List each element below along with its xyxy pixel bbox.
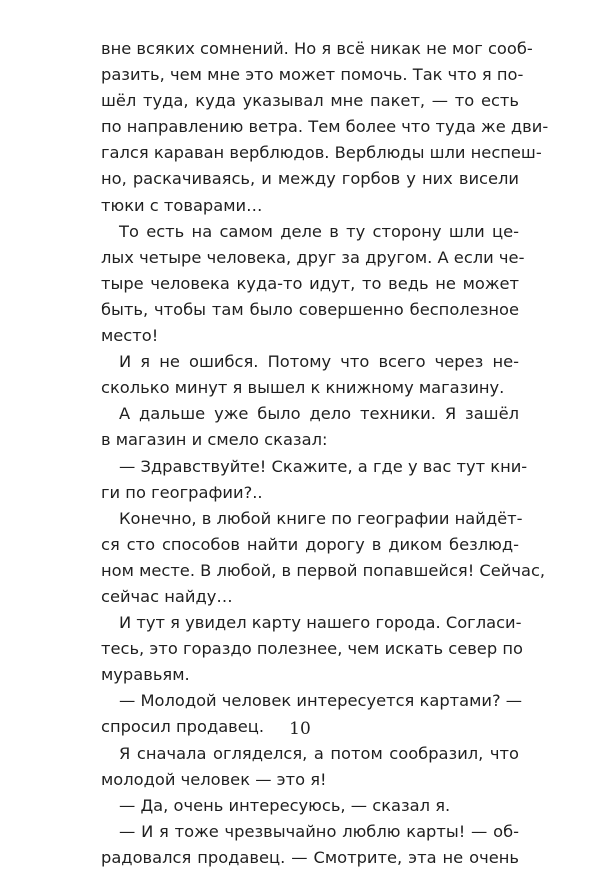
text-line: радовался продавец. — Смотрите, эта не очень xyxy=(101,847,519,867)
text-line: тюки с товарами… xyxy=(101,195,263,215)
text-line: муравьям. xyxy=(101,665,190,685)
text-line: тесь, это гораздо полезнее, чем искать север по xyxy=(101,639,523,659)
text-line: но, раскачиваясь, и между горбов у них висели xyxy=(101,169,519,189)
text-line: — Да, очень интересуюсь, — сказал я. xyxy=(119,795,451,815)
text-line: Конечно, в любой книге по географии найдёт- xyxy=(119,508,523,528)
text-line: тыре человека куда-то идут, то ведь не может xyxy=(101,273,519,293)
text-line: И тут я увидел карту нашего города. Согласи- xyxy=(119,613,522,633)
text-line: ся сто способов найти дорогу в диком безлюд- xyxy=(101,534,519,554)
text-line: шёл туда, куда указывал мне пакет, — то есть xyxy=(101,91,519,111)
text-line: Я сначала огляделся, а потом сообразил, что xyxy=(119,743,519,763)
text-line: — Молодой человек интересуется картами? — xyxy=(119,691,523,711)
page-number: 10 xyxy=(289,719,311,739)
text-line: место! xyxy=(101,326,159,346)
text-line: ги по географии?.. xyxy=(101,482,263,502)
text-line: вне всяких сомнений. Но я всё никак не мог сооб- xyxy=(101,39,533,58)
text-line: разить, чем мне это может помочь. Так что я по- xyxy=(101,65,524,85)
text-line: гался караван верблюдов. Верблюды шли неспеш- xyxy=(101,143,542,163)
text-line: И я не ошибся. Потому что всего через не- xyxy=(119,352,519,372)
text-line: сейчас найду… xyxy=(101,586,233,606)
text-line: — И я тоже чрезвычайно люблю карты! — об- xyxy=(119,821,519,841)
text-line: ном месте. В любой, в первой попавшейся! Сейчас, xyxy=(101,560,546,580)
text-line: сколько минут я вышел к книжному магазину. xyxy=(101,378,505,398)
text-line: То есть на самом деле в ту сторону шли це- xyxy=(119,221,519,241)
body-text xyxy=(101,36,549,871)
text-line: быть, чтобы там было совершенно бесполезное xyxy=(101,299,519,319)
text-line: по направлению ветра. Тем более что туда же дви- xyxy=(101,117,549,137)
text-line: — Здравствуйте! Скажите, а где у вас тут кни- xyxy=(119,456,528,476)
text-line: в магазин и смело сказал: xyxy=(101,430,328,450)
text-line: молодой человек — это я! xyxy=(101,769,327,789)
text-line: лых четыре человека, друг за другом. А если че- xyxy=(101,247,525,267)
text-line: спросил продавец. xyxy=(101,717,265,737)
text-line: А дальше уже было дело техники. Я зашёл xyxy=(119,404,519,424)
